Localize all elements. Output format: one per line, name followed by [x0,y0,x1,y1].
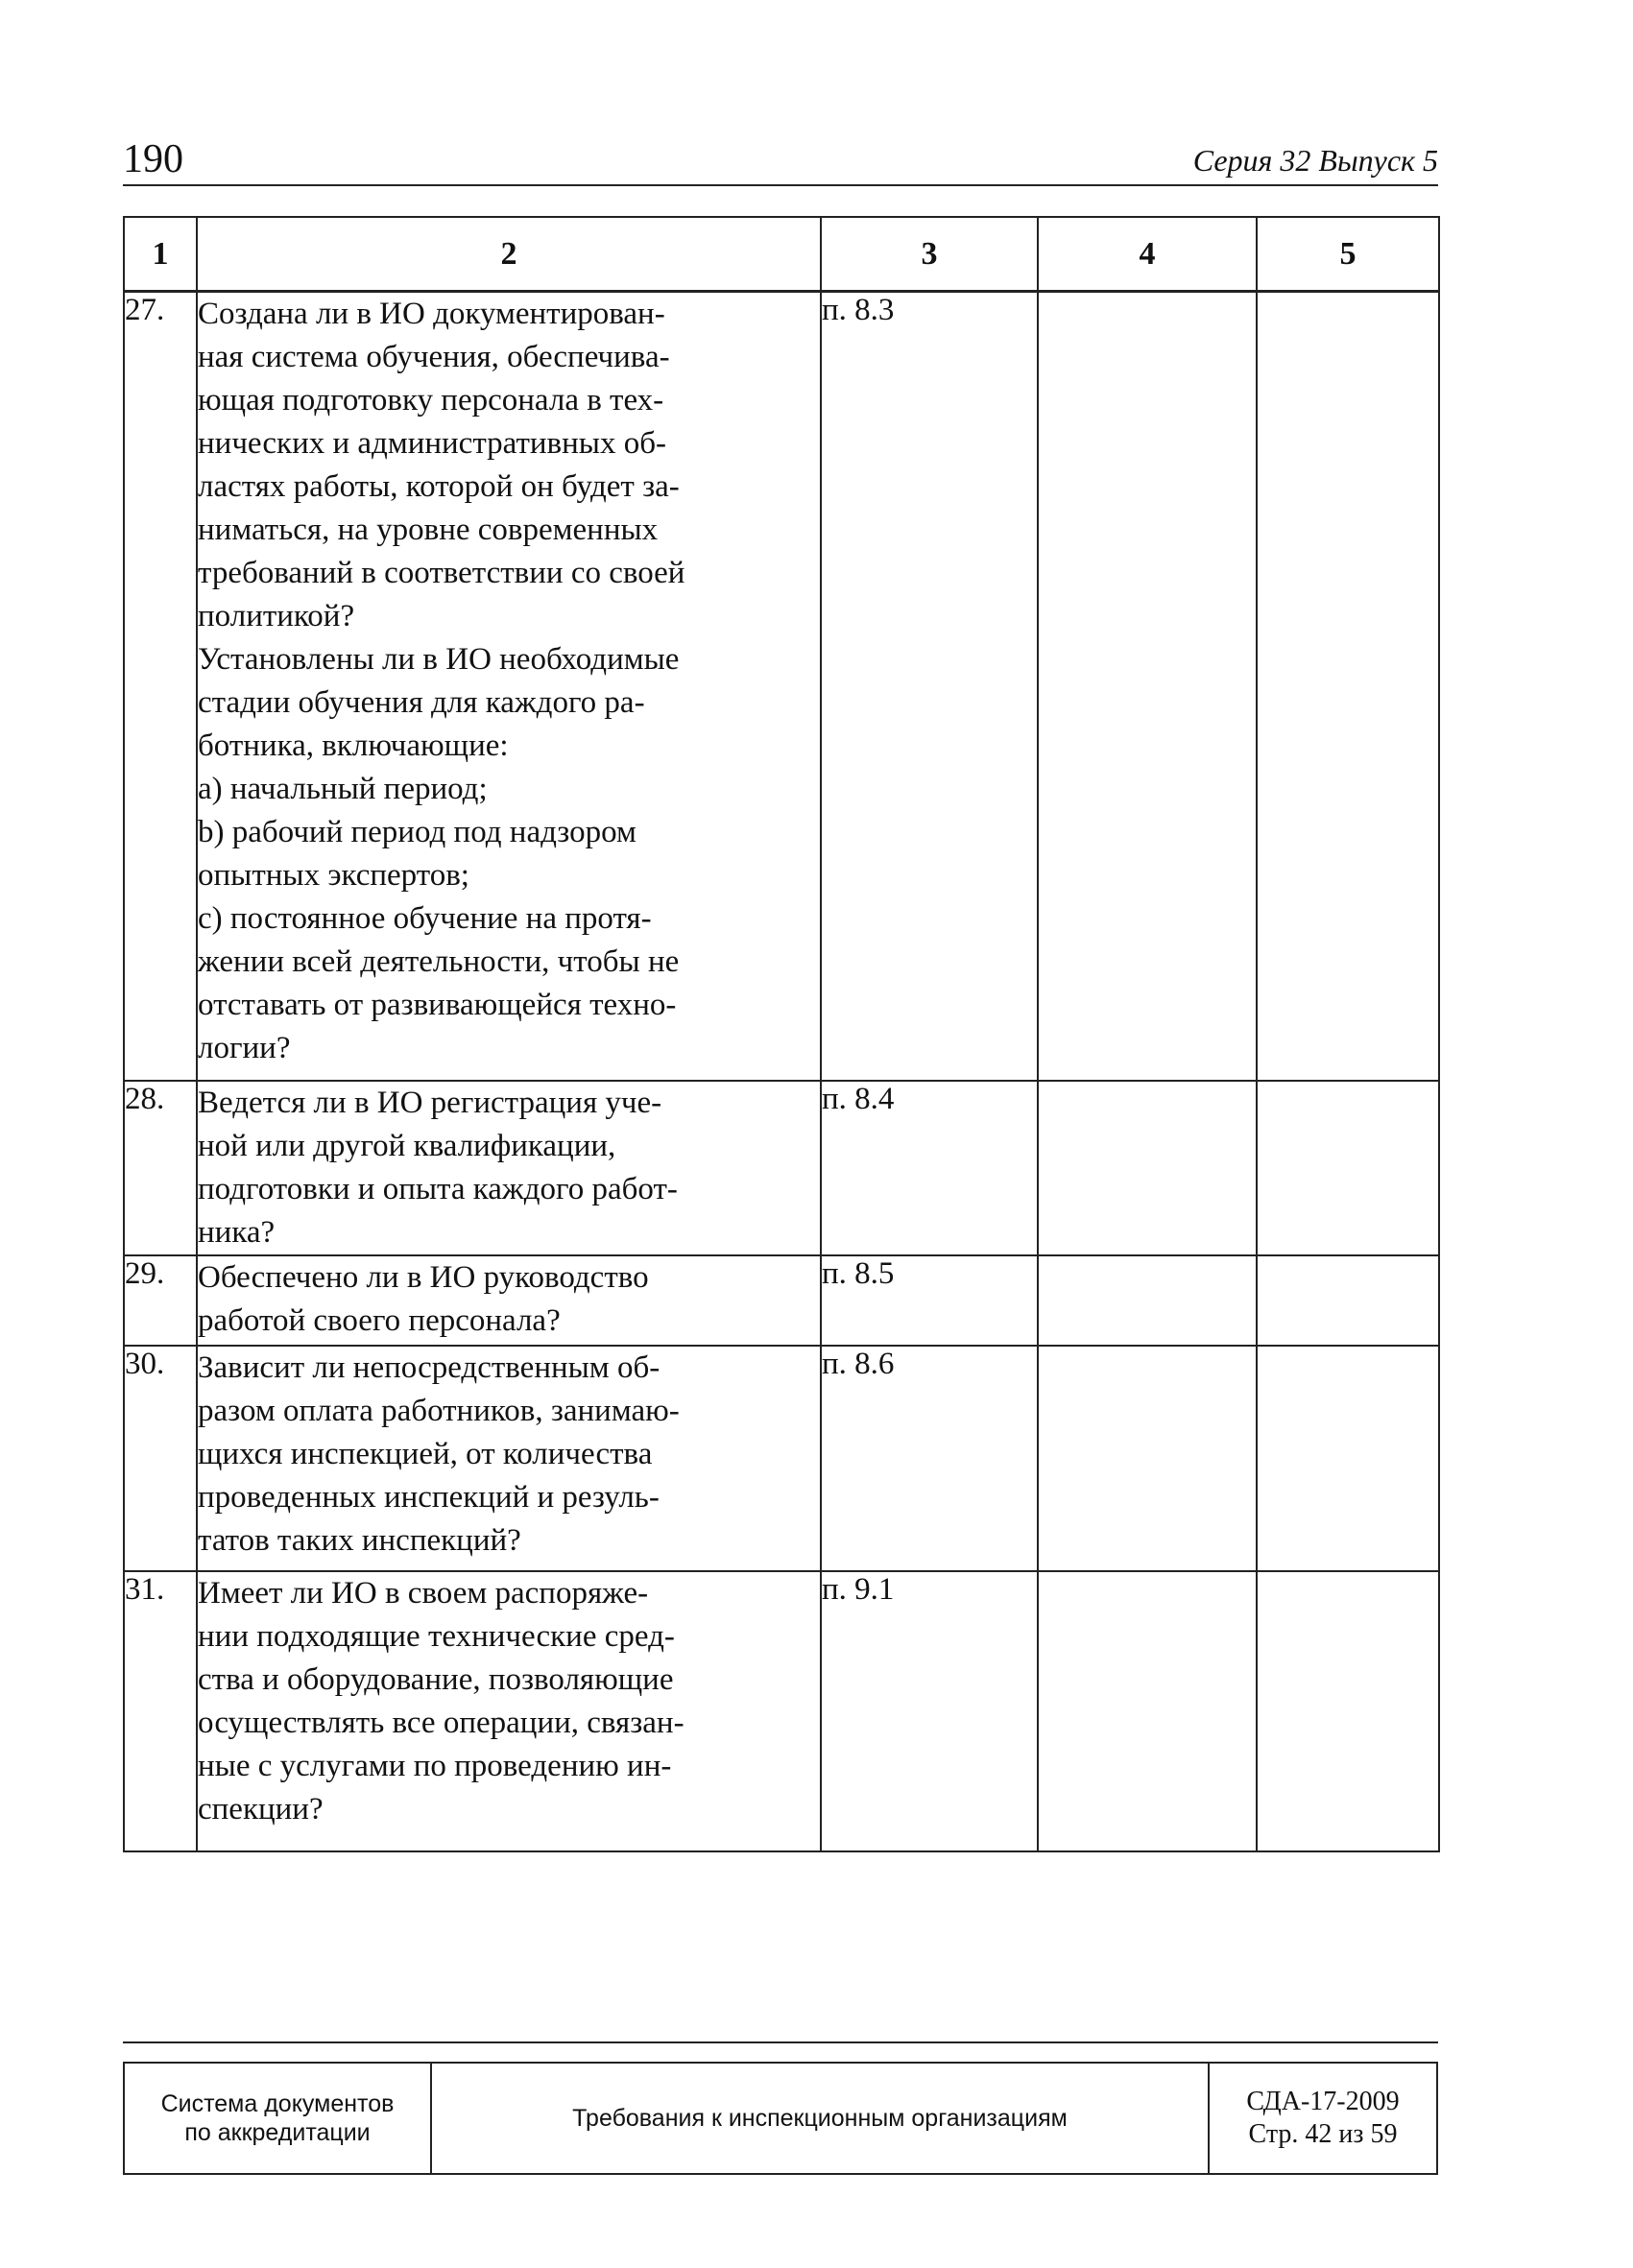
footer-system [124,2063,431,2174]
footer-document-code [1209,2063,1437,2174]
table-header-row [124,217,1439,292]
row-number: 27. [124,292,197,1082]
row-number: 29. [124,1255,197,1346]
column-header: 5 [1257,217,1439,292]
document-footer [123,2062,1438,2175]
row-cell-5 [1257,1571,1439,1851]
row-reference: п. 8.3 [821,292,1038,1082]
footer-document-title: Требования к инспекционным организациям [431,2063,1209,2174]
footer-code: СДА-17-2009 [1246,2087,1400,2116]
page-header [123,134,1438,186]
row-cell-4 [1038,1255,1257,1346]
page-number: 190 [123,137,183,181]
column-header: 3 [821,217,1038,292]
series-title: Серия 32 Выпуск 5 [1192,143,1438,178]
footer-divider [123,2041,1438,2043]
footer-system-line2: по аккредитации [184,2119,371,2146]
row-question: Создана ли в ИО документирован- ная система обучения, обеспечива- ющая подготовку персонала в тех- нических и административных об- ластях работы, которой он будет за- ниматься, на уровне современных требований в соответствии со своей политикой? Установлены ли в ИО необходимые стадии обучения для каждого ра- ботника, включающие: a) начальный период; b) рабочий период под надзором опытных экспертов; c) постоянное обучение на протя- жении всей деятельности, чтобы не отставать от развивающейся техно- логии? [197,292,821,1082]
row-cell-4 [1038,1571,1257,1851]
table-row [124,1346,1439,1571]
row-reference: п. 8.5 [821,1255,1038,1346]
row-cell-5 [1257,1255,1439,1346]
table-row [124,1255,1439,1346]
table-row [124,1081,1439,1255]
row-question: Зависит ли непосредственным об- разом оплата работников, занимаю- щихся инспекцией, от количества проведенных инспекций и резуль- татов таких инспекций? [197,1346,821,1571]
checklist-table [123,216,1440,1852]
row-question: Обеспечено ли в ИО руководство работой своего персонала? [197,1255,821,1346]
row-cell-5 [1257,292,1439,1082]
column-header: 1 [124,217,197,292]
row-number: 31. [124,1571,197,1851]
table-row [124,292,1439,1082]
row-cell-4 [1038,1346,1257,1571]
row-reference: п. 8.4 [821,1081,1038,1255]
row-question: Имеет ли ИО в своем распоряже- нии подходящие технические сред- ства и оборудование, позволяющие осуществлять все операции, связан- ные с услугами по проведению ин- спекции? [197,1571,821,1851]
column-header: 4 [1038,217,1257,292]
row-number: 30. [124,1346,197,1571]
row-cell-4 [1038,292,1257,1082]
row-cell-5 [1257,1346,1439,1571]
footer-system-line1: Система документов [160,2090,395,2117]
row-reference: п. 9.1 [821,1571,1038,1851]
table-row [124,1571,1439,1851]
column-header: 2 [197,217,821,292]
row-question: Ведется ли в ИО регистрация уче- ной или другой квалификации, подготовки и опыта каждого работ- ника? [197,1081,821,1255]
row-number: 28. [124,1081,197,1255]
row-reference: п. 8.6 [821,1346,1038,1571]
footer-page-counter: Стр. 42 из 59 [1248,2119,1398,2149]
row-cell-4 [1038,1081,1257,1255]
row-cell-5 [1257,1081,1439,1255]
